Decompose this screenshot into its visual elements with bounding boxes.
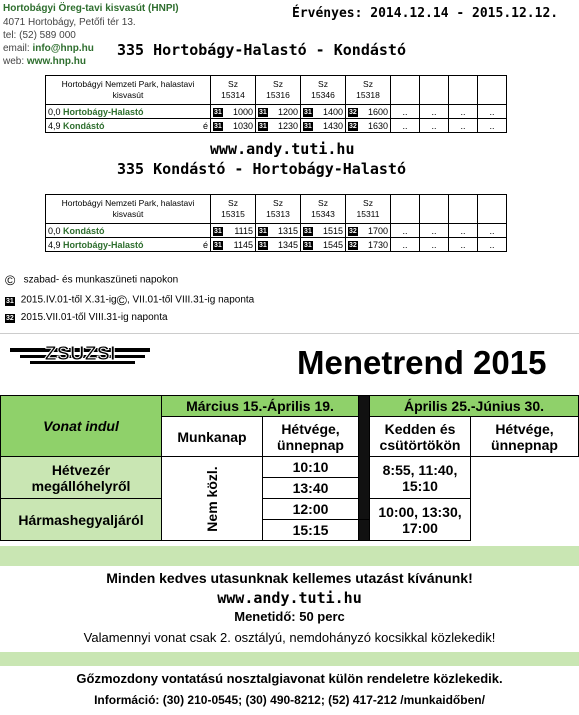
table-row: 4,9 Kondástó é 31 1030 31 1230 31 1430 32 1630 .. .. .. .. [46,119,507,133]
footnote-badge: 31 [304,122,312,130]
route-title-2: 335 Kondástó - Hortobágy-Halastó [117,160,406,178]
departure-time: 1700 [367,225,388,236]
company-tel: tel: (52) 589 000 [3,30,76,41]
footnote-badge: 31 [259,241,267,249]
station-header: Hortobágyi Nemzeti Park, halastavi kisvasút [46,195,211,224]
company-name: Hortobágyi Öreg-tavi kisvasút (HNPI) [3,3,179,14]
time-cell: 10:10 [263,457,359,478]
steam-note: Gőzmozdony vontatású nosztalgiavonat külön rendeletre közlekedik. [76,671,503,686]
arrival-time: 1030 [232,120,253,131]
table-row: 0,0 Hortobágy-Halastó 31 1000 31 1200 31 1400 32 1600 .. .. .. .. [46,105,507,119]
footnote-badge: 31 [304,108,312,116]
footnote-badge: 31 [259,122,267,130]
train-number: Sz 15314 [211,76,256,105]
footnote-badge: 31 [304,241,312,249]
site-url-1[interactable]: www.andy.tuti.hu [210,140,355,158]
departure-time: 1600 [367,106,388,117]
station-cell: 0,0 Kondástó [46,224,211,238]
station-hetvezer: Hétvezér megállóhelyről [1,457,162,499]
email-label: email: [3,43,30,54]
validity: Érvényes: 2014.12.14 - 2015.12.12. [292,6,559,21]
legend-32: 32 2015.VII.01-től VIII.31-ig naponta [6,312,168,323]
period-1: Március 15.-Április 19. [162,396,359,417]
poster-schedule [0,395,579,541]
vonat-indul: Vonat indul [1,396,162,457]
departure-time: 1115 [234,225,253,236]
footnote-badge: 32 [349,241,357,249]
greeting: Minden kedves utasunknak kellemes utazást kívánunk! [106,570,473,586]
footnote-badge: 32 [349,108,357,116]
web-link[interactable]: www.hnp.hu [26,56,86,67]
departure-time: 1000 [232,106,253,117]
departure-time: 1200 [277,106,298,117]
web-label: web: [3,56,25,67]
timetable-2 [45,194,507,252]
legend-holiday: © szabad- és munkaszüneti napokon [5,272,179,288]
station-cell: 4,9 Kondástó é [46,119,211,133]
arrival-time: 1230 [277,120,298,131]
footnote-badge: 31 [214,108,222,116]
station-header: Hortobágyi Nemzeti Park, halastavi kisvasút [46,76,211,105]
arrival-time: 1730 [367,239,388,250]
arrival-time: 1630 [367,120,388,131]
station-harmashegy: Hármashegyaljáról [1,499,162,541]
footnote-badge: 32 [349,122,357,130]
time-cell: 13:40 [263,478,359,499]
table-row: 4,9 Hortobágy-Halastó é 31 1145 31 1345 31 1545 32 1730 .. .. .. .. [46,238,507,252]
train-number: Sz 15318 [346,76,391,105]
arrival-time: 1430 [322,120,343,131]
footnote-badge: 31 [6,297,14,305]
email-link[interactable]: info@hnp.hu [32,43,94,54]
zsuzsi-logo [5,338,155,388]
station-cell: 4,9 Hortobágy-Halastó é [46,238,211,252]
route-title-1: 335 Hortobágy-Halastó - Kondástó [117,41,406,59]
departure-time: 1515 [322,225,343,236]
time-cell: 12:00 [263,499,359,520]
poster-title: Menetrend 2015 [297,344,547,381]
times-p2: 8:55, 11:40, 15:10 [370,457,471,499]
hetvege-2: Hétvége, ünnepnap [471,417,579,457]
footnote-badge: 31 [259,108,267,116]
footnote-badge: 31 [304,227,312,235]
copyright-icon: © [5,272,16,288]
copyright-icon: © [116,292,127,308]
duration: Menetidő: 50 perc [234,609,345,624]
classes-note: Valamennyi vonat csak 2. osztályú, nemdohányzó kocsikkal közlekedik! [83,630,496,645]
footnote-badge: 31 [259,227,267,235]
company-web [3,56,86,68]
munkanap: Munkanap [162,417,263,457]
timetable-1 [45,75,507,133]
departure-time: 1315 [277,225,298,236]
arrival-time: 1345 [277,239,298,250]
footnote-badge: 31 [214,227,222,235]
times-p2: 10:00, 13:30, 17:00 [370,499,471,541]
train-number: Sz 15346 [301,76,346,105]
table-row: 0,0 Kondástó 31 1115 31 1315 31 1515 32 1700 .. .. .. .. [46,224,507,238]
time-cell: 15:15 [263,520,359,541]
train-number: Sz 15313 [256,195,301,224]
footnote-badge: 31 [214,122,222,130]
departure-time: 1400 [322,106,343,117]
legend-31: 31 2015.IV.01-től X.31-ig©, VII.01-től VIII.31-ig naponta [6,292,255,308]
train-number: Sz 15343 [301,195,346,224]
train-number: Sz 15316 [256,76,301,105]
company-email [3,43,94,55]
company-address: 4071 Hortobágy, Petőfi tér 13. [3,17,136,28]
info-line: Információ: (30) 210-0545; (30) 490-8212; (52) 417-212 /munkaidőben/ [94,693,485,707]
footnote-badge: 32 [6,315,14,322]
footnote-badge: 31 [214,241,222,249]
kedden: Kedden és csütörtökön [370,417,471,457]
footnote-badge: 32 [349,227,357,235]
train-number: Sz 15311 [346,195,391,224]
site-url-2[interactable]: www.andy.tuti.hu [217,589,362,607]
arrival-time: 1145 [233,239,253,250]
station-cell: 0,0 Hortobágy-Halastó [46,105,211,119]
train-number: Sz 15315 [211,195,256,224]
nem-kozl: Nem közl. [162,457,263,541]
logo-text: ZSUZSI [44,343,116,365]
arrival-time: 1545 [322,239,343,250]
period-2: Április 25.-Június 30. [370,396,579,417]
hetvege-1: Hétvége, ünnepnap [263,417,359,457]
